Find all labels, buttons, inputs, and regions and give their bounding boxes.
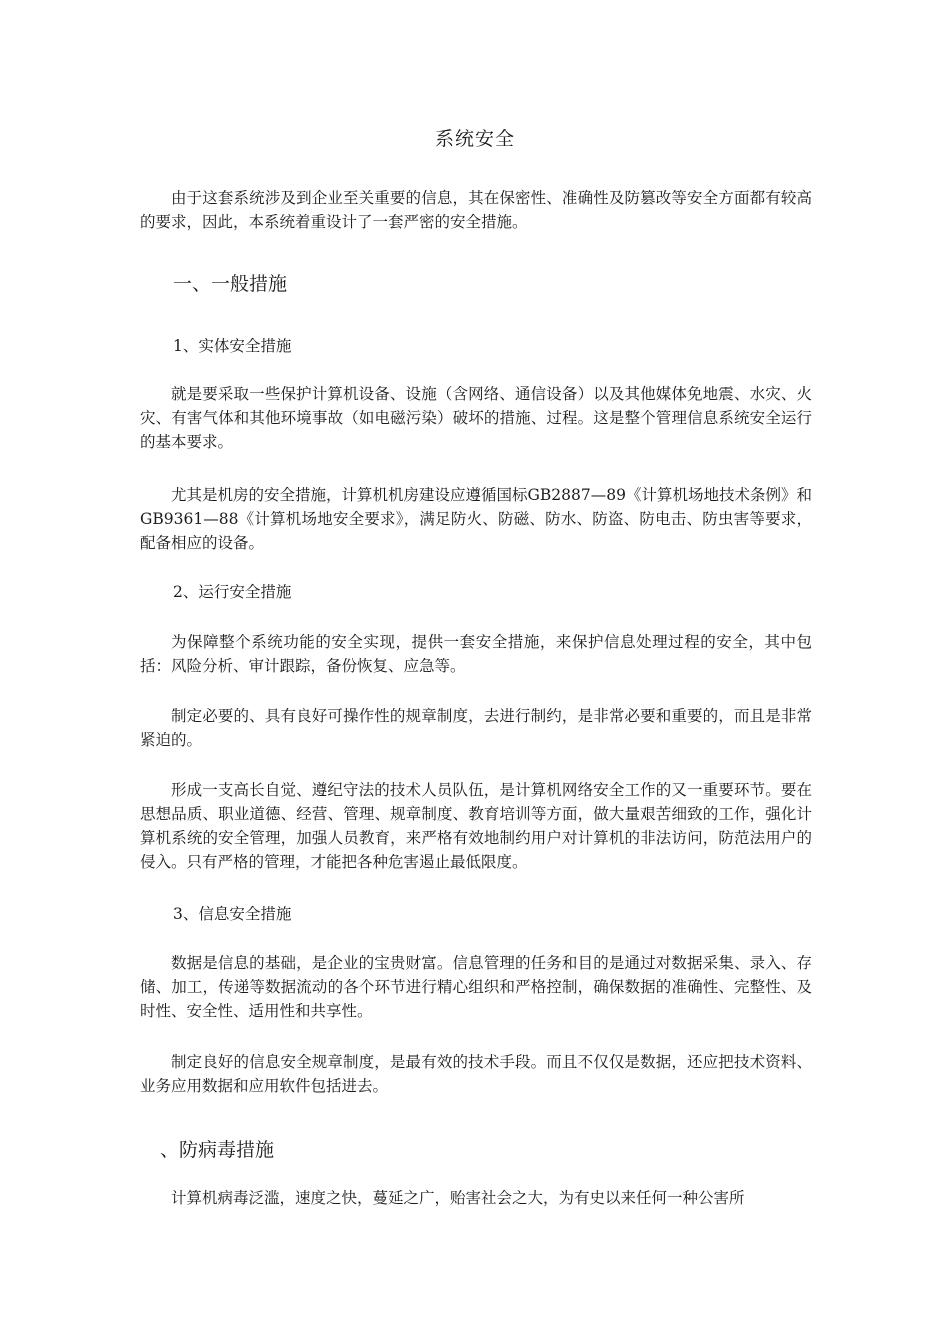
physical-security-paragraph-2: 尤其是机房的安全措施，计算机机房建设应遵循国标GB2887—89《计算机场地技术条例》和GB9361—88《计算机场地安全要求》，满足防火、防磁、防水、防盗、防电击、防虫害等要求，配备相应的设备。: [140, 486, 812, 552]
physical-security-paragraph-1: 就是要采取一些保护计算机设备、设施（含网络、通信设备）以及其他媒体免地震、水灾、火灾、有害气体和其他环境事故（如电磁污染）破坏的措施、过程。这是整个管理信息系统安全运行的基本要求。: [140, 385, 812, 451]
operation-security-paragraph-3: 形成一支高长自觉、遵纪守法的技术人员队伍，是计算机网络安全工作的又一重要环节。要在思想品质、职业道德、经营、管理、规章制度、教育培训等方面，做大量艰苦细致的工作，强化计算机系统的安全管理，加强人员教育，来严格有效地制约用户对计算机的非法访问，防范法用户的侵入。只有严格的管理，才能把各种危害遏止最低限度。: [140, 781, 812, 871]
section-heading-general-measures: 一、一般措施: [173, 273, 288, 295]
subsection-heading-physical-security: 1、实体安全措施: [173, 337, 292, 355]
subsection-heading-operation-security: 2、运行安全措施: [173, 583, 292, 601]
antivirus-paragraph-1: 计算机病毒泛滥，速度之快，蔓延之广，贻害社会之大，为有史以来任何一种公害所: [171, 1189, 745, 1207]
intro-paragraph: 由于这套系统涉及到企业至关重要的信息，其在保密性、准确性及防篡改等安全方面都有较高的要求，因此，本系统着重设计了一套严密的安全措施。: [140, 189, 812, 231]
subsection-heading-information-security: 3、信息安全措施: [173, 905, 292, 923]
operation-security-paragraph-2: 制定必要的、具有良好可操作性的规章制度，去进行制约，是非常必要和重要的，而且是非常紧迫的。: [140, 707, 812, 749]
document-title: 系统安全: [434, 128, 515, 150]
information-security-paragraph-2: 制定良好的信息安全规章制度，是最有效的技术手段。而且不仅仅是数据，还应把技术资料、业务应用数据和应用软件包括进去。: [140, 1053, 812, 1095]
section-heading-antivirus-measures: 、防病毒措施: [160, 1139, 275, 1161]
operation-security-paragraph-1: 为保障整个系统功能的安全实现，提供一套安全措施，来保护信息处理过程的安全，其中包括：风险分析、审计跟踪，备份恢复、应急等。: [140, 633, 812, 675]
information-security-paragraph-1: 数据是信息的基础，是企业的宝贵财富。信息管理的任务和目的是通过对数据采集、录入、存储、加工，传递等数据流动的各个环节进行精心组织和严格控制，确保数据的准确性、完整性、及时性、安全性、适用性和共享性。: [140, 954, 812, 1020]
